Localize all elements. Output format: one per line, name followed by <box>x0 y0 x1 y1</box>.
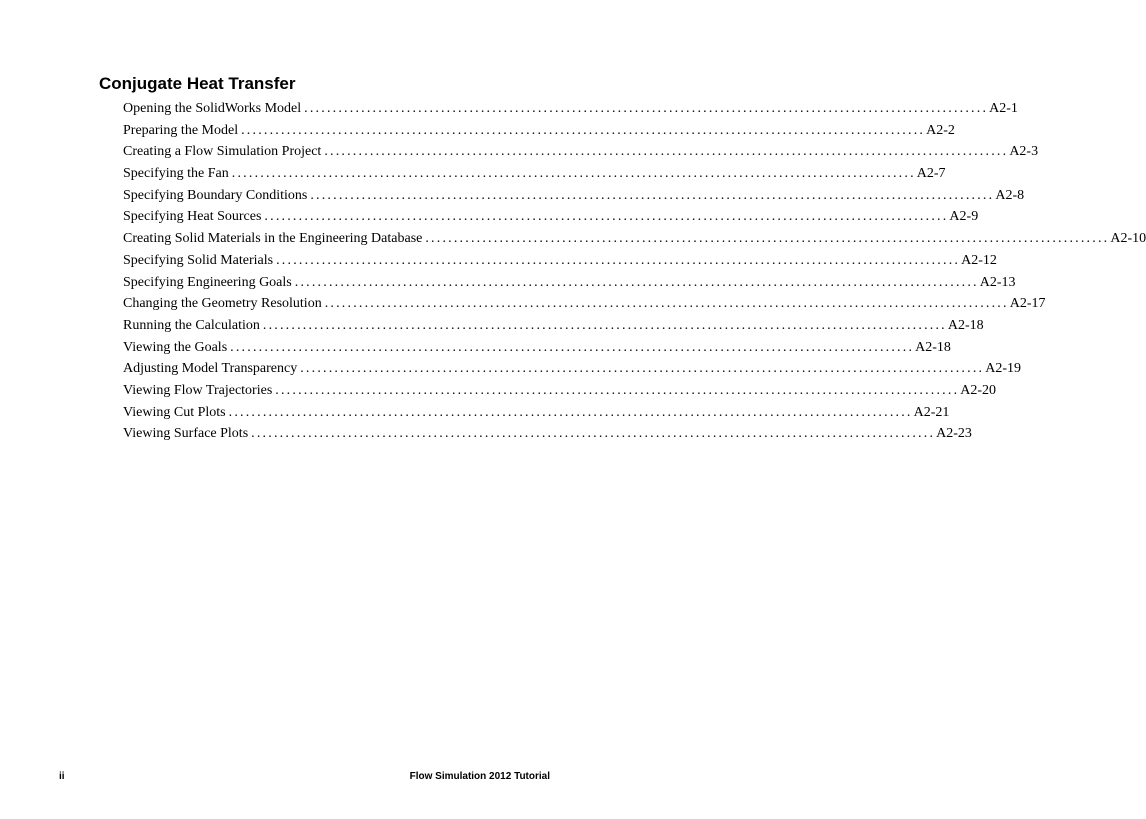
dot-leader: ........................................................................................................................ <box>294 274 979 290</box>
toc-entry-title: Viewing Surface Plots <box>123 426 249 442</box>
toc-entry-page: A2-21 <box>913 404 950 420</box>
toc-entry-page: A2-17 <box>1009 296 1046 312</box>
toc-entry[interactable] <box>123 296 1046 318</box>
toc-entry-title: Running the Calculation <box>123 317 260 333</box>
toc-entry-title: Viewing Flow Trajectories <box>123 382 273 398</box>
dot-leader: ........................................................................................................................ <box>251 426 936 442</box>
toc-entry-title: Specifying Heat Sources <box>123 209 262 225</box>
toc-entry-title: Changing the Geometry Resolution <box>123 296 322 312</box>
toc-entry[interactable] <box>123 231 1146 253</box>
toc-entry-page: A2-23 <box>936 426 972 442</box>
toc-entry-page: A2-12 <box>961 252 997 268</box>
toc-entry[interactable] <box>123 339 951 362</box>
toc-entry-page: A2-18 <box>915 339 951 355</box>
toc-entry-title: Specifying the Fan <box>123 166 229 182</box>
dot-leader: ........................................................................................................................ <box>310 187 995 203</box>
dot-leader: ........................................................................................................................ <box>230 339 915 355</box>
dot-leader: ........................................................................................................................ <box>228 404 913 420</box>
toc-entry-page: A2-3 <box>1009 144 1039 160</box>
toc-entry[interactable] <box>123 209 979 231</box>
toc-entry[interactable] <box>123 404 950 427</box>
toc-entry-title: Viewing the Goals <box>123 339 228 355</box>
dot-leader: ........................................................................................................................ <box>425 231 1110 247</box>
toc-entry[interactable] <box>123 361 1021 383</box>
footer-page-number: ii <box>59 771 65 782</box>
section-title: Conjugate Heat Transfer <box>99 74 296 93</box>
toc-entry-page: A2-8 <box>995 187 1025 203</box>
toc-entry[interactable] <box>123 166 946 188</box>
toc-entry[interactable] <box>123 101 1018 123</box>
toc-entry[interactable] <box>123 317 984 340</box>
toc-entry-title: Adjusting Model Transparency <box>123 361 298 377</box>
dot-leader: ........................................................................................................................ <box>275 382 960 398</box>
dot-leader: ........................................................................................................................ <box>324 144 1009 160</box>
toc-entry-title: Creating Solid Materials in the Engineering Database <box>123 231 423 247</box>
toc-entry-page: A2-18 <box>947 317 984 333</box>
dot-leader: ........................................................................................................................ <box>276 252 961 268</box>
toc-entry-title: Creating a Flow Simulation Project <box>123 144 322 160</box>
toc-entry[interactable] <box>123 274 1016 297</box>
toc-entry-page: A2-13 <box>979 274 1016 290</box>
dot-leader: ........................................................................................................................ <box>324 296 1009 312</box>
dot-leader: ........................................................................................................................ <box>304 101 989 116</box>
dot-leader: ........................................................................................................................ <box>231 166 916 182</box>
toc-entry-page: A2-7 <box>916 166 946 182</box>
toc-entry[interactable] <box>123 122 955 145</box>
toc-entry[interactable] <box>123 382 997 405</box>
toc-entry-page: A2-19 <box>985 361 1021 377</box>
toc-entry-title: Specifying Boundary Conditions <box>123 187 308 203</box>
footer-book-title: Flow Simulation 2012 Tutorial <box>409 771 550 782</box>
toc-entry-page: A2-10 <box>1110 231 1146 247</box>
toc-entry-page: A2-1 <box>989 101 1018 116</box>
toc-entry-title: Specifying Engineering Goals <box>123 274 292 290</box>
toc-entry[interactable] <box>123 144 1039 166</box>
toc-entry-page: A2-20 <box>960 382 997 398</box>
toc-entry-title: Preparing the Model <box>123 122 239 138</box>
toc-entry-page: A2-9 <box>949 209 979 225</box>
toc-entry[interactable] <box>123 187 1025 210</box>
toc-entry[interactable] <box>123 426 972 448</box>
table-of-contents <box>123 101 1146 448</box>
toc-entry-title: Opening the SolidWorks Model <box>123 101 302 116</box>
toc-entry-title: Viewing Cut Plots <box>123 404 226 420</box>
dot-leader: ........................................................................................................................ <box>300 361 985 377</box>
dot-leader: ........................................................................................................................ <box>262 317 947 333</box>
dot-leader: ........................................................................................................................ <box>241 122 926 138</box>
toc-entry[interactable] <box>123 252 997 275</box>
dot-leader: ........................................................................................................................ <box>264 209 949 225</box>
toc-entry-page: A2-2 <box>926 122 955 138</box>
toc-entry-title: Specifying Solid Materials <box>123 252 274 268</box>
